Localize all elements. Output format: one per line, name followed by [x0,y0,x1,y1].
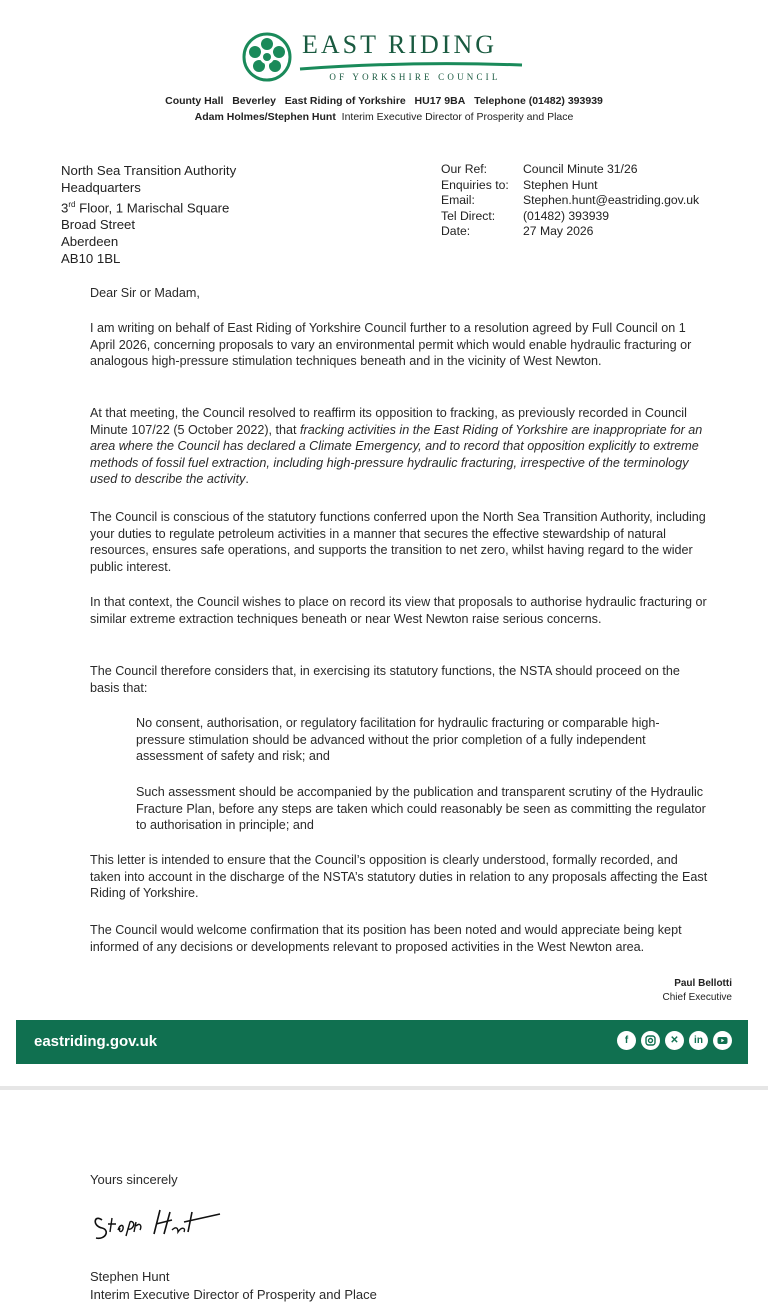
chief-title: Chief Executive [662,992,732,1003]
ref-label: Tel Direct: [441,208,496,223]
paragraph-3 [90,509,710,575]
ref-value: Stephen Hunt [523,177,598,192]
logo-swoosh [298,60,524,72]
council-contact [0,111,768,123]
paragraph-8 [90,852,710,902]
chief-name: Paul Bellotti [674,978,732,989]
signer-name: Stephen Hunt [90,1269,170,1284]
ref-label: Our Ref: [441,162,488,176]
paragraph-text: The Council therefore considers that, in exercising its statutory functions, the NSTA should proceed on the basis that: [90,664,680,695]
condition-2 [136,784,706,834]
council-address [0,95,768,107]
contact-name: Adam Holmes/Stephen Hunt [194,111,336,123]
paragraph-text: I am writing on behalf of East Riding of Yorkshire Council further to a resolution agreed by Full Council on 1 April 2026, concerning proposals to vary an environmental permit which would enable hydraulic fracturing or analogous high-pressure stimulation techniques beneath and in the vicinity of West Newton. [90,321,692,369]
instagram-glyph [645,1035,656,1046]
recipient-line [61,196,236,216]
ref-label: Date: [441,224,471,238]
rose-emblem-icon [242,32,292,82]
org-name: EAST RIDING [302,30,498,59]
paragraph-4 [90,594,710,627]
linkedin-icon[interactable]: in [689,1031,708,1050]
paragraph-5 [90,663,710,696]
email-link[interactable]: Stephen.hunt@eastriding.gov.uk [523,193,700,207]
signer-block [90,1268,377,1304]
paragraph-text [90,405,710,488]
signer-title: Interim Executive Director of Prosperity and Place [90,1287,377,1302]
contact-title: Interim Executive Director of Prosperity and Place [341,111,574,123]
recipient-line: North Sea Transition Authority [61,163,237,178]
closing: Yours sincerely [90,1172,178,1187]
website-link[interactable]: eastriding.gov.uk [34,1033,158,1050]
paragraph-text: This letter is intended to ensure that the Council’s opposition is clearly understood, formally recorded, and taken into account in the discharge of the NSTA’s statutory duties in relation to any proposals affecting the East Riding of Yorkshire. [90,853,708,901]
paragraph-9 [90,922,710,955]
paragraph-1 [90,320,710,370]
youtube-glyph [717,1035,728,1046]
condition-1 [136,715,706,765]
salutation: Dear Sir or Madam, [90,286,200,300]
council-logo [242,30,532,90]
letter-page-2 [0,1090,768,1304]
ref-row [441,178,699,194]
reference-block [441,162,699,240]
youtube-icon[interactable] [713,1031,732,1050]
paragraph-2 [90,405,710,488]
ref-label: Enquiries to: [441,177,509,192]
paragraph-text: The Council would welcome confirmation that its position has been noted and would appreciate being kept informed of any decisions or developments relevant to proposed activities in the West Newton area. [90,923,682,954]
ref-label: Email: [441,193,475,207]
ref-value: (01482) 393939 [523,208,610,223]
ref-row [441,162,699,178]
floor-rest: Floor, 1 Marischal Square [75,200,230,216]
paragraph-text-end: . [245,472,249,487]
address-part: HU17 9BA [414,95,466,107]
recipient-line: Headquarters [61,180,141,195]
recipient-address [61,162,236,267]
footer-band [16,1020,748,1064]
address-part: Beverley [232,95,277,107]
x-icon[interactable]: ✕ [665,1031,684,1050]
ref-value: Council Minute 31/26 [523,162,638,176]
address-part: East Riding of Yorkshire [284,95,406,107]
recipient-line: Broad Street [61,217,136,233]
paragraph-text: No consent, authorisation, or regulatory facilitation for hydraulic fracturing or comparable high-pressure stimulation should be advanced without the prior completion of a fully independent assessment of safety and risk; and [136,716,660,764]
ref-row [441,224,699,240]
recipient-line: AB10 1BL [61,251,121,267]
floor-number: 3 [61,200,69,216]
social-icons [617,1031,732,1050]
paragraph-text: In that context, the Council wishes to place on record its view that proposals to authorise hydraulic fracturing or similar extreme extraction techniques beneath or near West Newton raise serious concerns. [90,595,707,626]
paragraph-text: The Council is conscious of the statutory functions conferred upon the North Sea Transition Authority, including your duties to regulate petroleum activities in a manner that secures the effective stewardship of natural resources, ensures safe operations, and supports the transition to net zero, whilst having regard to the wider public interest. [90,510,706,574]
paragraph-text-start: At that meeting, the Council resolved to reaffirm its opposition to fracking, as previously recorded in Council Minute 107/22 (5 October 2022), that [90,406,687,437]
handwritten-signature [88,1202,228,1248]
facebook-icon[interactable]: f [617,1031,636,1050]
org-subtitle: OF YORKSHIRE COUNCIL [329,72,501,82]
recipient-line: Aberdeen [61,234,119,250]
address-part: County Hall [165,95,224,107]
chief-executive-block [663,977,732,1005]
floor-suffix: rd [68,200,76,209]
paragraph-text: Such assessment should be accompanied by the publication and transparent scrutiny of the Hydraulic Fracture Plan, before any steps are taken which could reasonably be seen as committing the regulator to authorisation in principle; and [136,785,706,833]
ref-row [441,193,699,209]
instagram-icon[interactable] [641,1031,660,1050]
address-part: Telephone (01482) 393939 [474,95,603,107]
ref-row [441,209,699,225]
ref-value: 27 May 2026 [523,224,594,238]
quoted-minute: fracking activities in the East Riding of Yorkshire are inappropriate for an area where the Council has declared a Climate Emergency, and to record that opposition explicitly to extreme methods of fossil fuel extraction, including high-pressure hydraulic fracturing, irrespective of the terminology used to describe the activity [90,422,703,487]
